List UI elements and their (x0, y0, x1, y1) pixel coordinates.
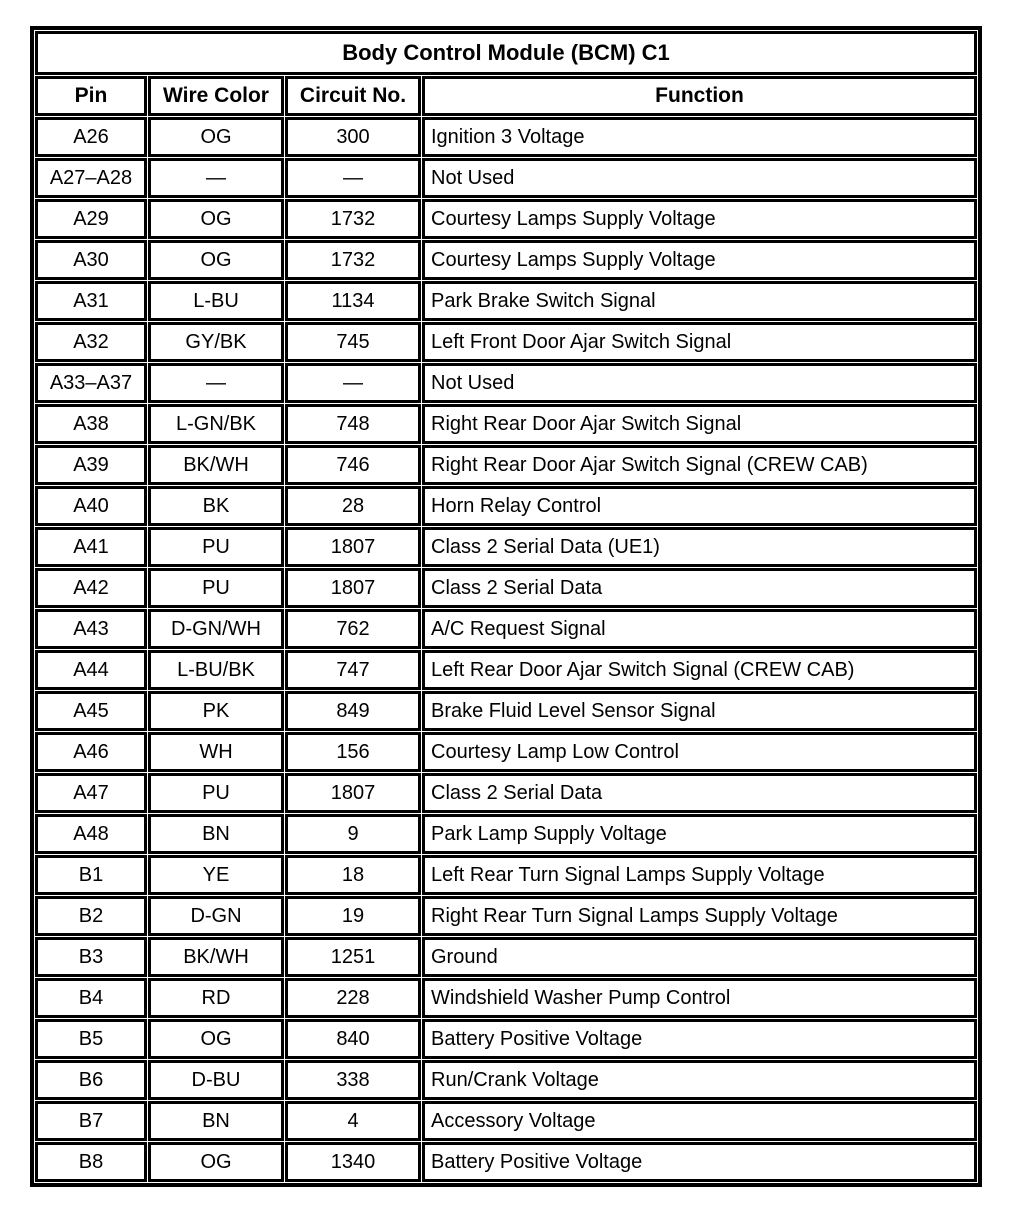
cell-circuit-no: — (285, 363, 421, 403)
cell-wire-color: PU (148, 527, 284, 567)
cell-pin: A44 (35, 650, 147, 690)
cell-function: A/C Request Signal (422, 609, 977, 649)
cell-wire-color: PU (148, 568, 284, 608)
table-row (35, 404, 977, 444)
cell-circuit-no: 762 (285, 609, 421, 649)
table-row (35, 978, 977, 1018)
cell-pin: B7 (35, 1101, 147, 1141)
cell-function: Courtesy Lamps Supply Voltage (422, 199, 977, 239)
cell-wire-color: BK (148, 486, 284, 526)
cell-function: Run/Crank Voltage (422, 1060, 977, 1100)
cell-pin: A45 (35, 691, 147, 731)
table-row (35, 240, 977, 280)
cell-wire-color: BN (148, 814, 284, 854)
cell-function: Right Rear Turn Signal Lamps Supply Voltage (422, 896, 977, 936)
col-header-wire-color: Wire Color (148, 76, 284, 116)
cell-circuit-no: 746 (285, 445, 421, 485)
cell-pin: A31 (35, 281, 147, 321)
cell-circuit-no: 18 (285, 855, 421, 895)
cell-circuit-no: 1807 (285, 527, 421, 567)
cell-circuit-no: 748 (285, 404, 421, 444)
cell-pin: B8 (35, 1142, 147, 1182)
table-row (35, 158, 977, 198)
cell-pin: A41 (35, 527, 147, 567)
cell-circuit-no: 1807 (285, 568, 421, 608)
cell-circuit-no: 4 (285, 1101, 421, 1141)
cell-wire-color: D-GN/WH (148, 609, 284, 649)
cell-wire-color: OG (148, 199, 284, 239)
cell-circuit-no: 1732 (285, 240, 421, 280)
cell-wire-color: OG (148, 117, 284, 157)
table-row (35, 281, 977, 321)
table-row (35, 199, 977, 239)
cell-wire-color: WH (148, 732, 284, 772)
table-row (35, 609, 977, 649)
cell-pin: A40 (35, 486, 147, 526)
cell-function: Park Lamp Supply Voltage (422, 814, 977, 854)
cell-pin: A33–A37 (35, 363, 147, 403)
cell-pin: B1 (35, 855, 147, 895)
cell-circuit-no: 1134 (285, 281, 421, 321)
cell-wire-color: — (148, 363, 284, 403)
cell-function: Brake Fluid Level Sensor Signal (422, 691, 977, 731)
cell-circuit-no: — (285, 158, 421, 198)
cell-wire-color: OG (148, 1019, 284, 1059)
cell-circuit-no: 228 (285, 978, 421, 1018)
cell-pin: B3 (35, 937, 147, 977)
cell-pin: A32 (35, 322, 147, 362)
cell-circuit-no: 840 (285, 1019, 421, 1059)
cell-function: Right Rear Door Ajar Switch Signal (CREW CAB) (422, 445, 977, 485)
col-header-circuit-no: Circuit No. (285, 76, 421, 116)
cell-function: Not Used (422, 158, 977, 198)
cell-wire-color: PK (148, 691, 284, 731)
cell-function: Class 2 Serial Data (UE1) (422, 527, 977, 567)
table-title: Body Control Module (BCM) C1 (35, 31, 977, 75)
cell-circuit-no: 745 (285, 322, 421, 362)
column-header-row (35, 76, 977, 116)
table-row (35, 486, 977, 526)
cell-pin: A46 (35, 732, 147, 772)
table-row (35, 1060, 977, 1100)
cell-circuit-no: 300 (285, 117, 421, 157)
cell-function: Ignition 3 Voltage (422, 117, 977, 157)
cell-function: Windshield Washer Pump Control (422, 978, 977, 1018)
cell-pin: A42 (35, 568, 147, 608)
cell-wire-color: GY/BK (148, 322, 284, 362)
cell-function: Courtesy Lamps Supply Voltage (422, 240, 977, 280)
cell-pin: B5 (35, 1019, 147, 1059)
table-row (35, 527, 977, 567)
table-row (35, 568, 977, 608)
cell-function: Left Front Door Ajar Switch Signal (422, 322, 977, 362)
table-row (35, 773, 977, 813)
table-row (35, 814, 977, 854)
cell-wire-color: YE (148, 855, 284, 895)
cell-function: Left Rear Door Ajar Switch Signal (CREW CAB) (422, 650, 977, 690)
cell-circuit-no: 28 (285, 486, 421, 526)
cell-wire-color: OG (148, 1142, 284, 1182)
cell-wire-color: BK/WH (148, 937, 284, 977)
cell-circuit-no: 1340 (285, 1142, 421, 1182)
cell-pin: B2 (35, 896, 147, 936)
cell-function: Park Brake Switch Signal (422, 281, 977, 321)
table-row (35, 896, 977, 936)
cell-function: Courtesy Lamp Low Control (422, 732, 977, 772)
cell-pin: A30 (35, 240, 147, 280)
table-body (35, 117, 977, 1182)
table-row (35, 1142, 977, 1182)
cell-pin: B4 (35, 978, 147, 1018)
cell-function: Left Rear Turn Signal Lamps Supply Voltage (422, 855, 977, 895)
cell-circuit-no: 19 (285, 896, 421, 936)
table-row (35, 1019, 977, 1059)
table-row (35, 1101, 977, 1141)
table-row (35, 650, 977, 690)
cell-wire-color: L-BU/BK (148, 650, 284, 690)
table-row (35, 445, 977, 485)
cell-wire-color: BK/WH (148, 445, 284, 485)
table-row (35, 732, 977, 772)
cell-wire-color: L-BU (148, 281, 284, 321)
cell-wire-color: PU (148, 773, 284, 813)
cell-circuit-no: 1251 (285, 937, 421, 977)
cell-function: Class 2 Serial Data (422, 773, 977, 813)
cell-wire-color: D-GN (148, 896, 284, 936)
table-row (35, 937, 977, 977)
cell-circuit-no: 849 (285, 691, 421, 731)
cell-function: Battery Positive Voltage (422, 1142, 977, 1182)
cell-function: Horn Relay Control (422, 486, 977, 526)
col-header-pin: Pin (35, 76, 147, 116)
cell-function: Class 2 Serial Data (422, 568, 977, 608)
cell-pin: A47 (35, 773, 147, 813)
cell-function: Ground (422, 937, 977, 977)
cell-function: Right Rear Door Ajar Switch Signal (422, 404, 977, 444)
cell-function: Accessory Voltage (422, 1101, 977, 1141)
cell-function: Not Used (422, 363, 977, 403)
cell-circuit-no: 9 (285, 814, 421, 854)
cell-pin: A38 (35, 404, 147, 444)
cell-wire-color: — (148, 158, 284, 198)
cell-pin: A43 (35, 609, 147, 649)
cell-pin: A39 (35, 445, 147, 485)
table-row (35, 117, 977, 157)
cell-circuit-no: 747 (285, 650, 421, 690)
cell-pin: A29 (35, 199, 147, 239)
cell-circuit-no: 338 (285, 1060, 421, 1100)
cell-circuit-no: 156 (285, 732, 421, 772)
table-row (35, 855, 977, 895)
cell-wire-color: OG (148, 240, 284, 280)
bcm-c1-pinout-table (30, 26, 982, 1187)
table-row (35, 363, 977, 403)
cell-circuit-no: 1807 (285, 773, 421, 813)
cell-wire-color: L-GN/BK (148, 404, 284, 444)
cell-pin: A26 (35, 117, 147, 157)
cell-circuit-no: 1732 (285, 199, 421, 239)
cell-wire-color: RD (148, 978, 284, 1018)
col-header-function: Function (422, 76, 977, 116)
cell-wire-color: BN (148, 1101, 284, 1141)
cell-function: Battery Positive Voltage (422, 1019, 977, 1059)
cell-pin: A27–A28 (35, 158, 147, 198)
title-row (35, 31, 977, 75)
table-row (35, 322, 977, 362)
cell-pin: A48 (35, 814, 147, 854)
cell-wire-color: D-BU (148, 1060, 284, 1100)
cell-pin: B6 (35, 1060, 147, 1100)
table-row (35, 691, 977, 731)
